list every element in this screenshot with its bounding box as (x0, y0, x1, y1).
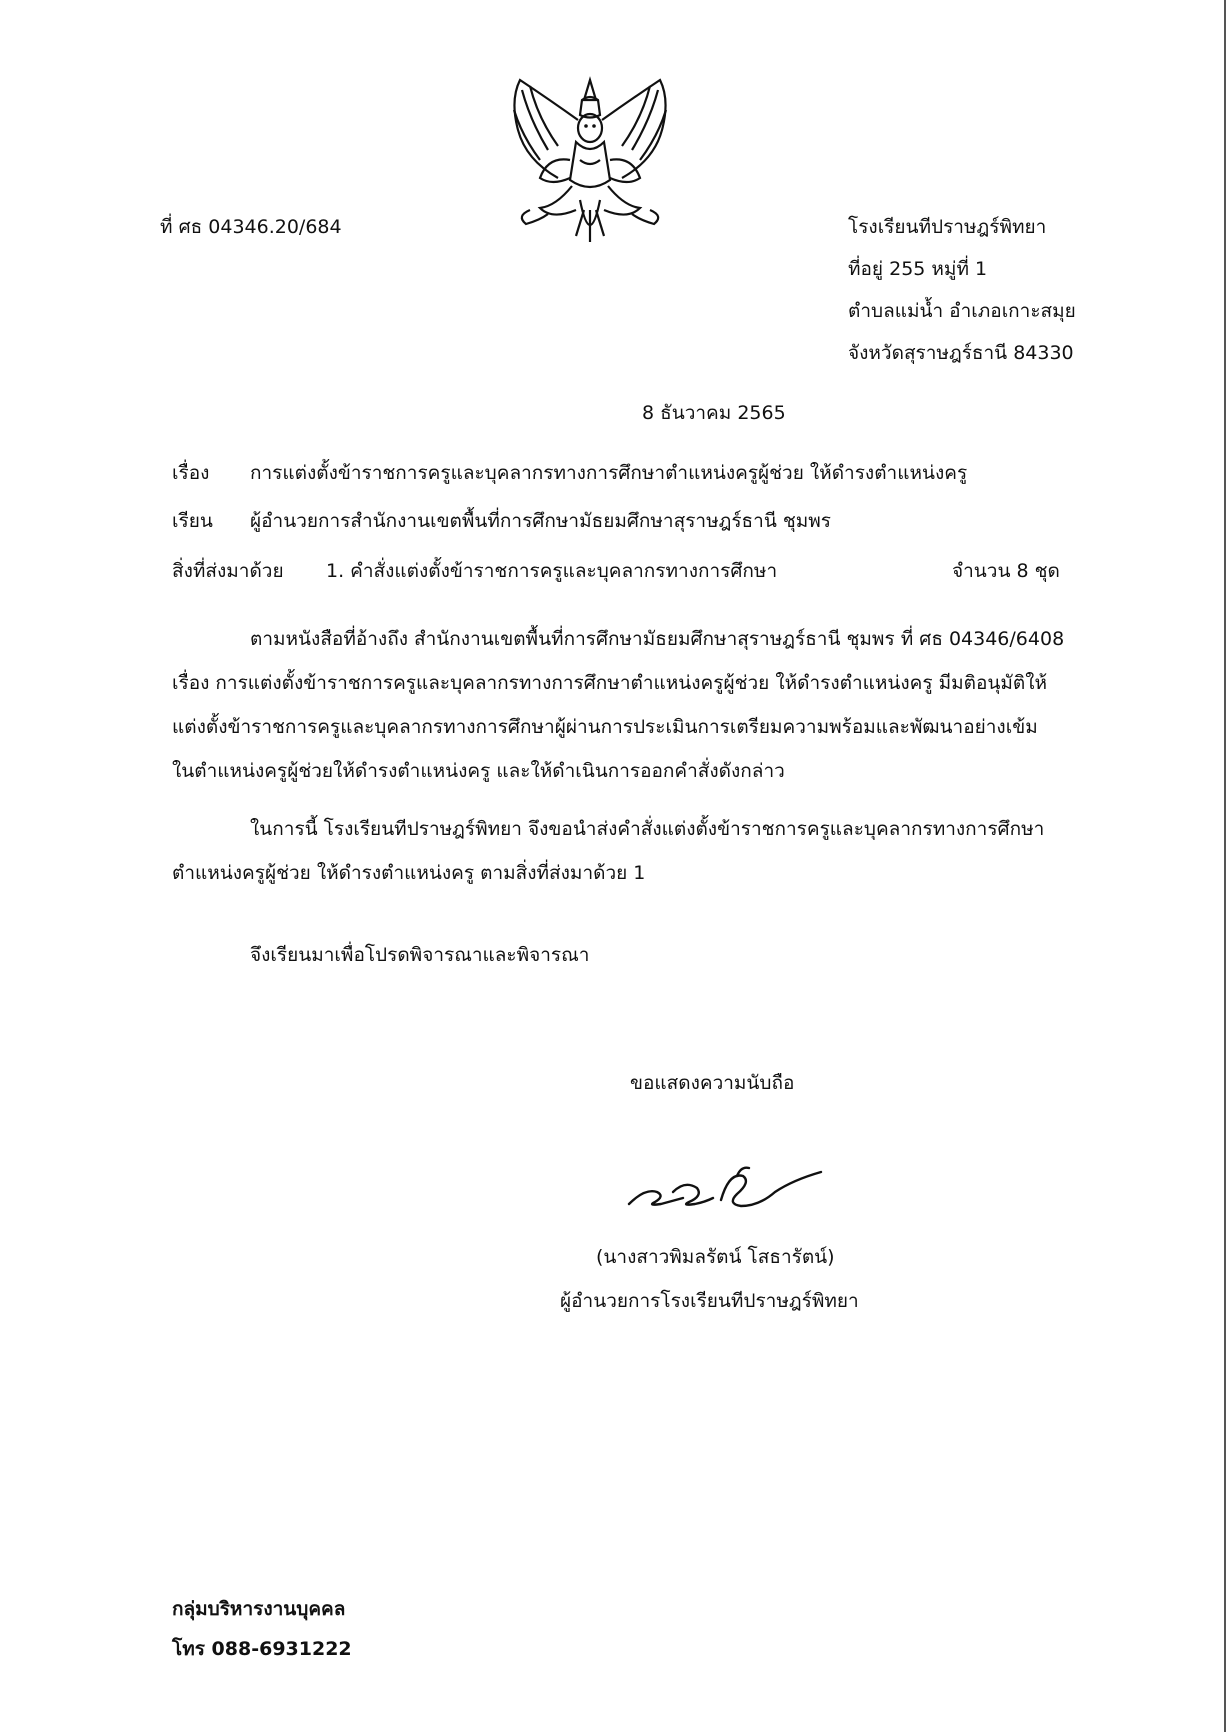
closing-request: จึงเรียนมาเพื่อโปรดพิจารณาและพิจารณา (250, 944, 590, 966)
footer-phone: โทร 088-6931222 (172, 1638, 352, 1660)
recipient-label: เรียน (172, 510, 213, 532)
body-para2-line1: ในการนี้ โรงเรียนทีปราษฎร์พิทยา จึงขอนำส่งคำสั่งแต่งตั้งข้าราชการครูและบุคลากรทางการศึกษา (250, 818, 1045, 840)
page-edge-line (1224, 0, 1226, 1732)
garuda-emblem-icon (500, 60, 680, 260)
body-para2-line2: ตำแหน่งครูผู้ช่วย ให้ดำรงตำแหน่งครู ตามสิ่งที่ส่งมาด้วย 1 (172, 862, 646, 884)
salutation: ขอแสดงความนับถือ (630, 1072, 795, 1094)
address-line-1: ที่อยู่ 255 หมู่ที่ 1 (848, 258, 988, 280)
recipient-text: ผู้อำนวยการสำนักงานเขตพื้นที่การศึกษามัธยมศึกษาสุราษฎร์ธานี ชุมพร (250, 510, 832, 532)
body-para1-line3: แต่งตั้งข้าราชการครูและบุคลากรทางการศึกษาผู้ผ่านการประเมินการเตรียมความพร้อมและพัฒนาอย่างเข้ม (172, 716, 1038, 738)
enclosure-quantity: จำนวน 8 ชุด (952, 560, 1060, 582)
address-line-3: จังหวัดสุราษฎร์ธานี 84330 (848, 342, 1074, 364)
document-ref-number: ที่ ศธ 04346.20/684 (160, 216, 342, 238)
enclosure-item: 1. คำสั่งแต่งตั้งข้าราชการครูและบุคลากรทางการศึกษา (326, 560, 778, 582)
handwritten-signature (625, 1158, 825, 1218)
address-line-2: ตำบลแม่น้ำ อำเภอเกาะสมุย (848, 300, 1076, 322)
subject-text: การแต่งตั้งข้าราชการครูและบุคลากรทางการศึกษาตำแหน่งครูผู้ช่วย ให้ดำรงตำแหน่งครู (250, 462, 968, 484)
signer-title: ผู้อำนวยการโรงเรียนทีปราษฎร์พิทยา (560, 1290, 859, 1312)
body-para1-line1: ตามหนังสือที่อ้างถึง สำนักงานเขตพื้นที่การศึกษามัธยมศึกษาสุราษฎร์ธานี ชุมพร ที่ ศธ 04346/6408 (250, 628, 1065, 650)
school-name: โรงเรียนทีปราษฎร์พิทยา (848, 216, 1047, 238)
signer-name: (นางสาวพิมลรัตน์ โสธารัตน์) (596, 1246, 835, 1268)
body-para1-line2: เรื่อง การแต่งตั้งข้าราชการครูและบุคลากรทางการศึกษาตำแหน่งครูผู้ช่วย ให้ดำรงตำแหน่งครู มีมติอนุมัติให้ (172, 672, 1048, 694)
enclosure-label: สิ่งที่ส่งมาด้วย (172, 560, 284, 582)
body-para1-line4: ในตำแหน่งครูผู้ช่วยให้ดำรงตำแหน่งครู และให้ดำเนินการออกคำสั่งดังกล่าว (172, 760, 785, 782)
footer-department: กลุ่มบริหารงานบุคคล (172, 1598, 346, 1620)
subject-label: เรื่อง (172, 462, 210, 484)
document-date: 8 ธันวาคม 2565 (642, 402, 786, 424)
